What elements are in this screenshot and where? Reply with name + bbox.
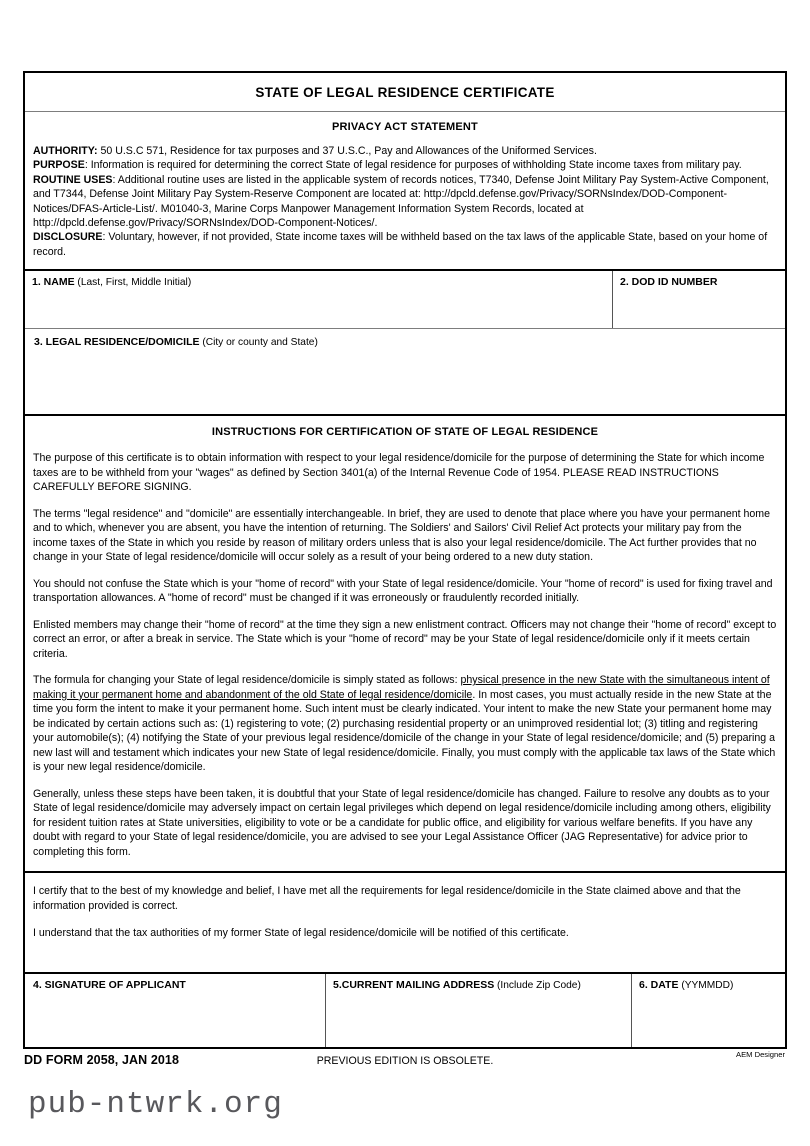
formula-underlined-text: physical presence in the new State with the simultaneous intent of making it your permanent home and abandonment of the old State of legal residence/domicile [33, 674, 770, 701]
signature-field-label: 4. SIGNATURE OF APPLICANT [33, 979, 186, 992]
signature-field-row [25, 974, 785, 1047]
instructions-formula-paragraph [33, 673, 777, 775]
disclosure-text: : Voluntary, however, if not provided, State income taxes will be withheld based on the tax laws of the applicable State, based on your home of record. [33, 231, 768, 258]
mailing-address-field-label: 5.CURRENT MAILING ADDRESS (Include Zip Code) [333, 979, 581, 992]
instructions-heading: INSTRUCTIONS FOR CERTIFICATION OF STATE OF LEGAL RESIDENCE [211, 426, 599, 439]
purpose-label: PURPOSE [33, 159, 85, 172]
authority-label: AUTHORITY: [33, 145, 98, 157]
dod-id-field-block[interactable] [612, 271, 785, 328]
name-field-label: 1. NAME (Last, First, Middle Initial) [32, 276, 192, 289]
previous-edition-notice: PREVIOUS EDITION IS OBSOLETE. [316, 1055, 494, 1067]
mailing-address-field-block[interactable] [325, 974, 631, 1047]
disclosure-label: DISCLOSURE [33, 231, 103, 244]
privacy-act-section [25, 112, 785, 269]
instructions-paragraph: The terms "legal residence" and "domicile" are essentially interchangeable. In brief, they are used to denote that place where you have your permanent home and to which, whenever you are absent, you have the intention of returning. The Soldiers' and Sailors' Civil Relief Act protects your military pay from the income taxes of the State in which you reside by reason of military orders unless that is also your legal residence/domicile. The Act further provides that no change in your State of legal residence/domicile will occur solely as a result of your being ordered to a new duty station. [33, 507, 771, 564]
watermark-text: pub-ntwrk.org [28, 1087, 283, 1122]
page-title: STATE OF LEGAL RESIDENCE CERTIFICATE [255, 85, 555, 100]
formula-rest-text: . In most cases, you must actually reside in the new State at the time you form the intent to make it your permanent home. Such intent must be clearly indicated. Your intent to make the new State your permanent home may be indicated by certain actions such as: (1) registering to vote; (2) purchasing residential property or an unimproved residential lot; (3) titling and registering your automobile(s); (4) notifying the State of your previous legal residence/domicile of the change in your State of legal residence/domicile; and (5) preparing a new last will and testament which indicates your new State of legal residence/domicile. Finally, you must comply with the applicable tax laws of the State which is your new legal residence/domicile. [33, 688, 776, 774]
form-footer [23, 1050, 787, 1071]
routine-uses-text: : Additional routine uses are listed in the applicable system of records notices, T7340, Defense Joint Military Pay System-Active Component, and T7344, Defense Joint Military Pay System-Reserve Component are located at: http://dpcld.defense.gov/Privacy/SORNsIndex/DOD-Component-Notices/DFAS-Article-List/. M01040-3, Marine Corps Manpower Management Information System Records, located at http://dpcld.defense.gov/Privacy/SORNsIndex/DOD-Component-Notices/. [33, 173, 769, 230]
privacy-act-body [33, 144, 777, 259]
instructions-paragraph: Enlisted members may change their "home of record" at the time they sign a new enlistment contract. Officers may not change their "home of record" except to correct an error, or after a break in service. The State which is your "home of record" may be your State of legal residence/domicile only if it meets certain criteria. [33, 618, 777, 660]
certification-statement-2: I understand that the tax authorities of my former State of legal residence/domicile will be notified of this certificate. [33, 927, 569, 940]
date-field-block[interactable] [631, 974, 785, 1047]
routine-uses-label: ROUTINE USES [33, 173, 113, 186]
residence-field-block[interactable] [25, 329, 785, 414]
residence-field-label: 3. LEGAL RESIDENCE/DOMICILE (City or county and State) [34, 336, 318, 349]
identity-field-row [25, 271, 785, 328]
form-title-band [25, 73, 785, 111]
instructions-final-paragraph: Generally, unless these steps have been taken, it is doubtful that your State of legal residence/domicile has changed. Failure to resolve any doubts as to your State of legal residence/domicile may adversely impact on certain legal privileges which depend on legal residence/domicile including among others, eligibility for resident tuition rates at State universities, eligibility to vote or be a candidate for public office, and eligibility for various welfare benefits. If you have any doubt with regard to your State of legal residence/domicile, you are advised to see your Legal Assistance Officer (JAG Representative) for advice prior to completing this form. [33, 787, 771, 858]
formula-lead-text: The formula for changing your State of legal residence/domicile is simply stated as follows: [33, 674, 461, 687]
instructions-section [25, 416, 785, 871]
name-field-block[interactable] [25, 271, 612, 328]
certification-section [25, 873, 785, 972]
form-identifier: DD FORM 2058, JAN 2018 [24, 1053, 180, 1067]
dd-form-2058-sheet [23, 71, 787, 1049]
signature-field-block[interactable] [25, 974, 325, 1047]
instructions-paragraph: You should not confuse the State which is your "home of record" with your State of legal residence/domicile. Your "home of record" is used for fixing travel and transportation allowances. A "home of record" must be changed if it was erroneously or fraudulently recorded initially. [33, 577, 773, 605]
instructions-paragraph: The purpose of this certificate is to obtain information with respect to your legal residence/domicile for the purpose of determining the State for which income taxes are to be withheld from your "wages" as defined by Section 3401(a) of the Internal Revenue Code of 1954. PLEASE READ INSTRUCTIONS CAREFULLY BEFORE SIGNING. [33, 452, 765, 494]
date-field-label: 6. DATE (YYMMDD) [639, 979, 734, 992]
designer-credit: AEM Designer [736, 1050, 785, 1059]
residence-field-row [25, 329, 785, 414]
dod-id-field-label: 2. DOD ID NUMBER [620, 276, 718, 289]
privacy-act-heading: PRIVACY ACT STATEMENT [332, 121, 478, 133]
purpose-text: : Information is required for determining the correct State of legal residence for purposes of withholding State income taxes from military pay. [84, 159, 742, 172]
authority-text: 50 U.S.C 571, Residence for tax purposes and 37 U.S.C., Pay and Allowances of the Uniformed Services. [97, 145, 597, 157]
certification-statement-1: I certify that to the best of my knowledge and belief, I have met all the requirements for legal residence/domicile in the State claimed above and that the information provided is correct. [33, 885, 741, 912]
